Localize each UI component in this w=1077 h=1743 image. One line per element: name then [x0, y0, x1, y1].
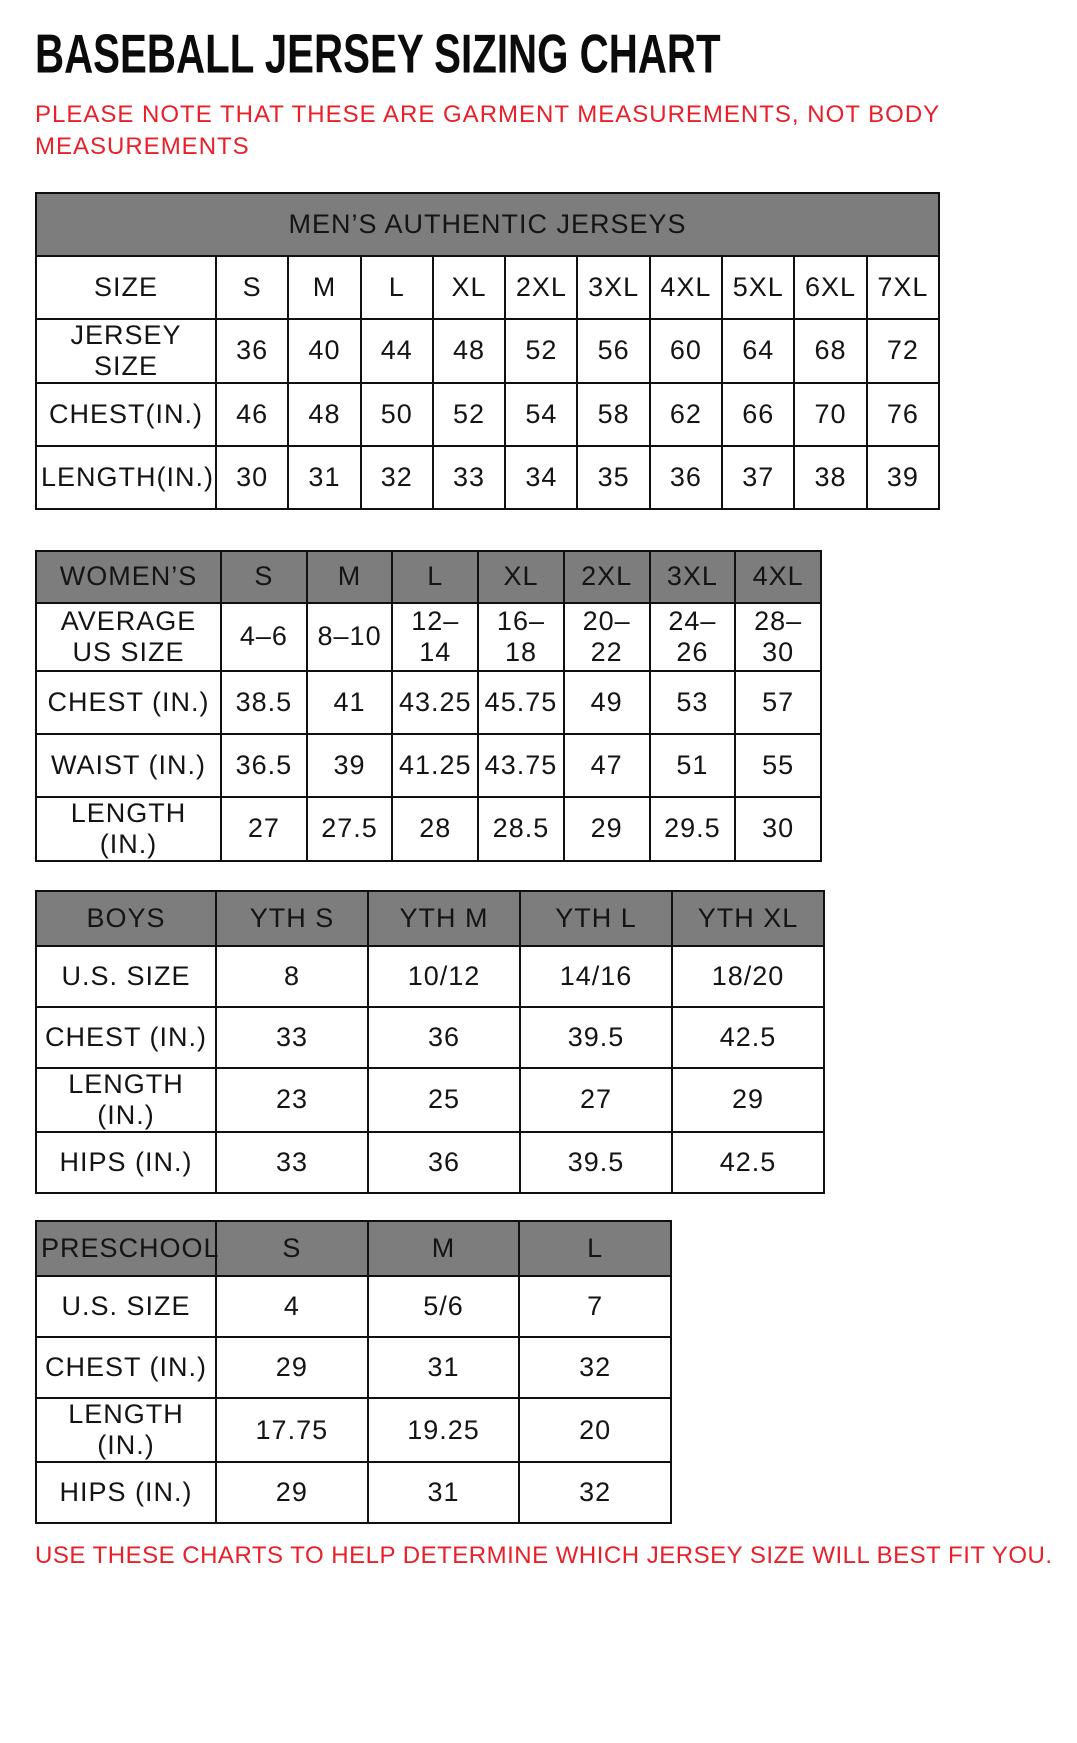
row-label: U.S. SIZE — [36, 946, 216, 1007]
column-header: YTH L — [520, 891, 672, 946]
table-cell: 30 — [735, 797, 821, 861]
table-cell: 39.5 — [520, 1007, 672, 1068]
table-cell: 76 — [867, 383, 939, 446]
table-cell: 4XL — [650, 256, 722, 319]
table-cell: 27 — [221, 797, 307, 861]
table-cell: 60 — [650, 319, 722, 383]
table-cell: 19.25 — [368, 1398, 520, 1462]
table-cell: 31 — [368, 1337, 520, 1398]
table-cell: 42.5 — [672, 1007, 824, 1068]
column-header: YTH M — [368, 891, 520, 946]
column-header: YTH S — [216, 891, 368, 946]
table-cell: 44 — [361, 319, 433, 383]
table-cell: 58 — [577, 383, 649, 446]
table-row — [36, 797, 821, 861]
row-label: LENGTH (IN.) — [36, 1398, 216, 1462]
table-cell: 34 — [505, 446, 577, 509]
column-header: L — [392, 551, 478, 603]
table-cell: 41 — [307, 671, 393, 734]
table-cell: 68 — [794, 319, 866, 383]
table-cell: 33 — [216, 1132, 368, 1193]
table-cell: 14/16 — [520, 946, 672, 1007]
table-cell: 51 — [650, 734, 736, 797]
column-header: XL — [478, 551, 564, 603]
table-cell: 29 — [564, 797, 650, 861]
table-cell: 33 — [433, 446, 505, 509]
row-label: JERSEY SIZE — [36, 319, 216, 383]
table-cell: 29.5 — [650, 797, 736, 861]
table-cell: 42.5 — [672, 1132, 824, 1193]
page-title: BASEBALL JERSEY SIZING CHART — [35, 23, 721, 86]
table-cell: 45.75 — [478, 671, 564, 734]
table-cell: 38 — [794, 446, 866, 509]
row-label: HIPS (IN.) — [36, 1132, 216, 1193]
table-row — [36, 946, 824, 1007]
table-row — [36, 1337, 671, 1398]
table-cell: 33 — [216, 1007, 368, 1068]
table-cell: 27.5 — [307, 797, 393, 861]
table-cell: 7XL — [867, 256, 939, 319]
table-row — [36, 1132, 824, 1193]
row-label: CHEST (IN.) — [36, 671, 221, 734]
boys-header-label: BOYS — [36, 891, 216, 946]
table-cell: 46 — [216, 383, 288, 446]
table-cell: 29 — [672, 1068, 824, 1132]
table-cell: 23 — [216, 1068, 368, 1132]
table-cell: 39 — [307, 734, 393, 797]
row-label: SIZE — [36, 256, 216, 319]
table-cell: 27 — [520, 1068, 672, 1132]
table-cell: 3XL — [577, 256, 649, 319]
womens-table-section — [35, 550, 1047, 862]
column-header: M — [368, 1221, 520, 1276]
table-cell: 56 — [577, 319, 649, 383]
table-cell: S — [216, 256, 288, 319]
table-cell: 39 — [867, 446, 939, 509]
table-cell: 38.5 — [221, 671, 307, 734]
table-cell: XL — [433, 256, 505, 319]
table-cell: 36 — [368, 1007, 520, 1068]
table-cell: 12–14 — [392, 603, 478, 671]
table-cell: 36.5 — [221, 734, 307, 797]
boys-table-section — [35, 890, 1047, 1194]
row-label: CHEST (IN.) — [36, 1007, 216, 1068]
column-header: 4XL — [735, 551, 821, 603]
table-row — [36, 1068, 824, 1132]
table-cell: 66 — [722, 383, 794, 446]
mens-table — [35, 192, 940, 510]
table-cell: L — [361, 256, 433, 319]
table-cell: 50 — [361, 383, 433, 446]
table-cell: 32 — [519, 1462, 671, 1523]
table-cell: 28–30 — [735, 603, 821, 671]
womens-header-label: WOMEN’S — [36, 551, 221, 603]
table-cell: 53 — [650, 671, 736, 734]
column-header: M — [307, 551, 393, 603]
column-header: L — [519, 1221, 671, 1276]
table-cell: 49 — [564, 671, 650, 734]
mens-banner: MEN’S AUTHENTIC JERSEYS — [36, 193, 939, 256]
table-cell: 39.5 — [520, 1132, 672, 1193]
column-header: 2XL — [564, 551, 650, 603]
boys-table — [35, 890, 825, 1194]
row-label: WAIST (IN.) — [36, 734, 221, 797]
table-cell: M — [288, 256, 360, 319]
table-cell: 7 — [519, 1276, 671, 1337]
table-cell: 72 — [867, 319, 939, 383]
womens-table — [35, 550, 822, 862]
table-row — [36, 446, 939, 509]
preschool-table — [35, 1220, 672, 1524]
table-cell: 29 — [216, 1462, 368, 1523]
table-cell: 43.25 — [392, 671, 478, 734]
row-label: CHEST(IN.) — [36, 383, 216, 446]
table-cell: 24–26 — [650, 603, 736, 671]
table-cell: 52 — [505, 319, 577, 383]
table-cell: 6XL — [794, 256, 866, 319]
row-label: HIPS (IN.) — [36, 1462, 216, 1523]
table-cell: 10/12 — [368, 946, 520, 1007]
row-label: LENGTH(IN.) — [36, 446, 216, 509]
table-cell: 48 — [433, 319, 505, 383]
table-cell: 55 — [735, 734, 821, 797]
table-cell: 36 — [650, 446, 722, 509]
table-cell: 62 — [650, 383, 722, 446]
table-cell: 28.5 — [478, 797, 564, 861]
table-cell: 8 — [216, 946, 368, 1007]
table-row — [36, 383, 939, 446]
table-row — [36, 319, 939, 383]
table-cell: 32 — [361, 446, 433, 509]
column-header: S — [216, 1221, 368, 1276]
column-header: S — [221, 551, 307, 603]
table-cell: 41.25 — [392, 734, 478, 797]
garment-measurements-note: PLEASE NOTE THAT THESE ARE GARMENT MEASUREMENTS, NOT BODY MEASUREMENTS — [35, 101, 940, 161]
row-label: U.S. SIZE — [36, 1276, 216, 1337]
table-cell: 8–10 — [307, 603, 393, 671]
table-cell: 52 — [433, 383, 505, 446]
table-cell: 16–18 — [478, 603, 564, 671]
table-row — [36, 734, 821, 797]
table-row — [36, 1398, 671, 1462]
table-row — [36, 1276, 671, 1337]
table-cell: 17.75 — [216, 1398, 368, 1462]
table-cell: 47 — [564, 734, 650, 797]
table-row — [36, 603, 821, 671]
footer-text: USE THESE CHARTS TO HELP DETERMINE WHICH JERSEY SIZE WILL BEST FIT YOU. — [35, 1542, 1053, 1570]
table-cell: 31 — [288, 446, 360, 509]
table-cell: 5/6 — [368, 1276, 520, 1337]
column-header: 3XL — [650, 551, 736, 603]
table-cell: 43.75 — [478, 734, 564, 797]
table-cell: 20–22 — [564, 603, 650, 671]
row-label: AVERAGE US SIZE — [36, 603, 221, 671]
table-cell: 31 — [368, 1462, 520, 1523]
table-cell: 29 — [216, 1337, 368, 1398]
table-cell: 4 — [216, 1276, 368, 1337]
preschool-header-label: PRESCHOOL — [36, 1221, 216, 1276]
column-header: YTH XL — [672, 891, 824, 946]
table-cell: 4–6 — [221, 603, 307, 671]
mens-table-section — [35, 192, 1047, 510]
table-cell: 28 — [392, 797, 478, 861]
table-cell: 2XL — [505, 256, 577, 319]
table-row — [36, 671, 821, 734]
table-row — [36, 256, 939, 319]
table-cell: 40 — [288, 319, 360, 383]
row-label: LENGTH (IN.) — [36, 797, 221, 861]
row-label: LENGTH (IN.) — [36, 1068, 216, 1132]
table-row — [36, 1007, 824, 1068]
table-cell: 18/20 — [672, 946, 824, 1007]
table-cell: 54 — [505, 383, 577, 446]
row-label: CHEST (IN.) — [36, 1337, 216, 1398]
table-cell: 57 — [735, 671, 821, 734]
table-cell: 5XL — [722, 256, 794, 319]
table-cell: 32 — [519, 1337, 671, 1398]
table-cell: 37 — [722, 446, 794, 509]
preschool-table-section — [35, 1220, 1047, 1524]
table-cell: 36 — [368, 1132, 520, 1193]
table-cell: 70 — [794, 383, 866, 446]
table-cell: 36 — [216, 319, 288, 383]
table-cell: 48 — [288, 383, 360, 446]
table-cell: 64 — [722, 319, 794, 383]
table-cell: 20 — [519, 1398, 671, 1462]
table-row — [36, 1462, 671, 1523]
table-cell: 25 — [368, 1068, 520, 1132]
table-cell: 30 — [216, 446, 288, 509]
table-cell: 35 — [577, 446, 649, 509]
